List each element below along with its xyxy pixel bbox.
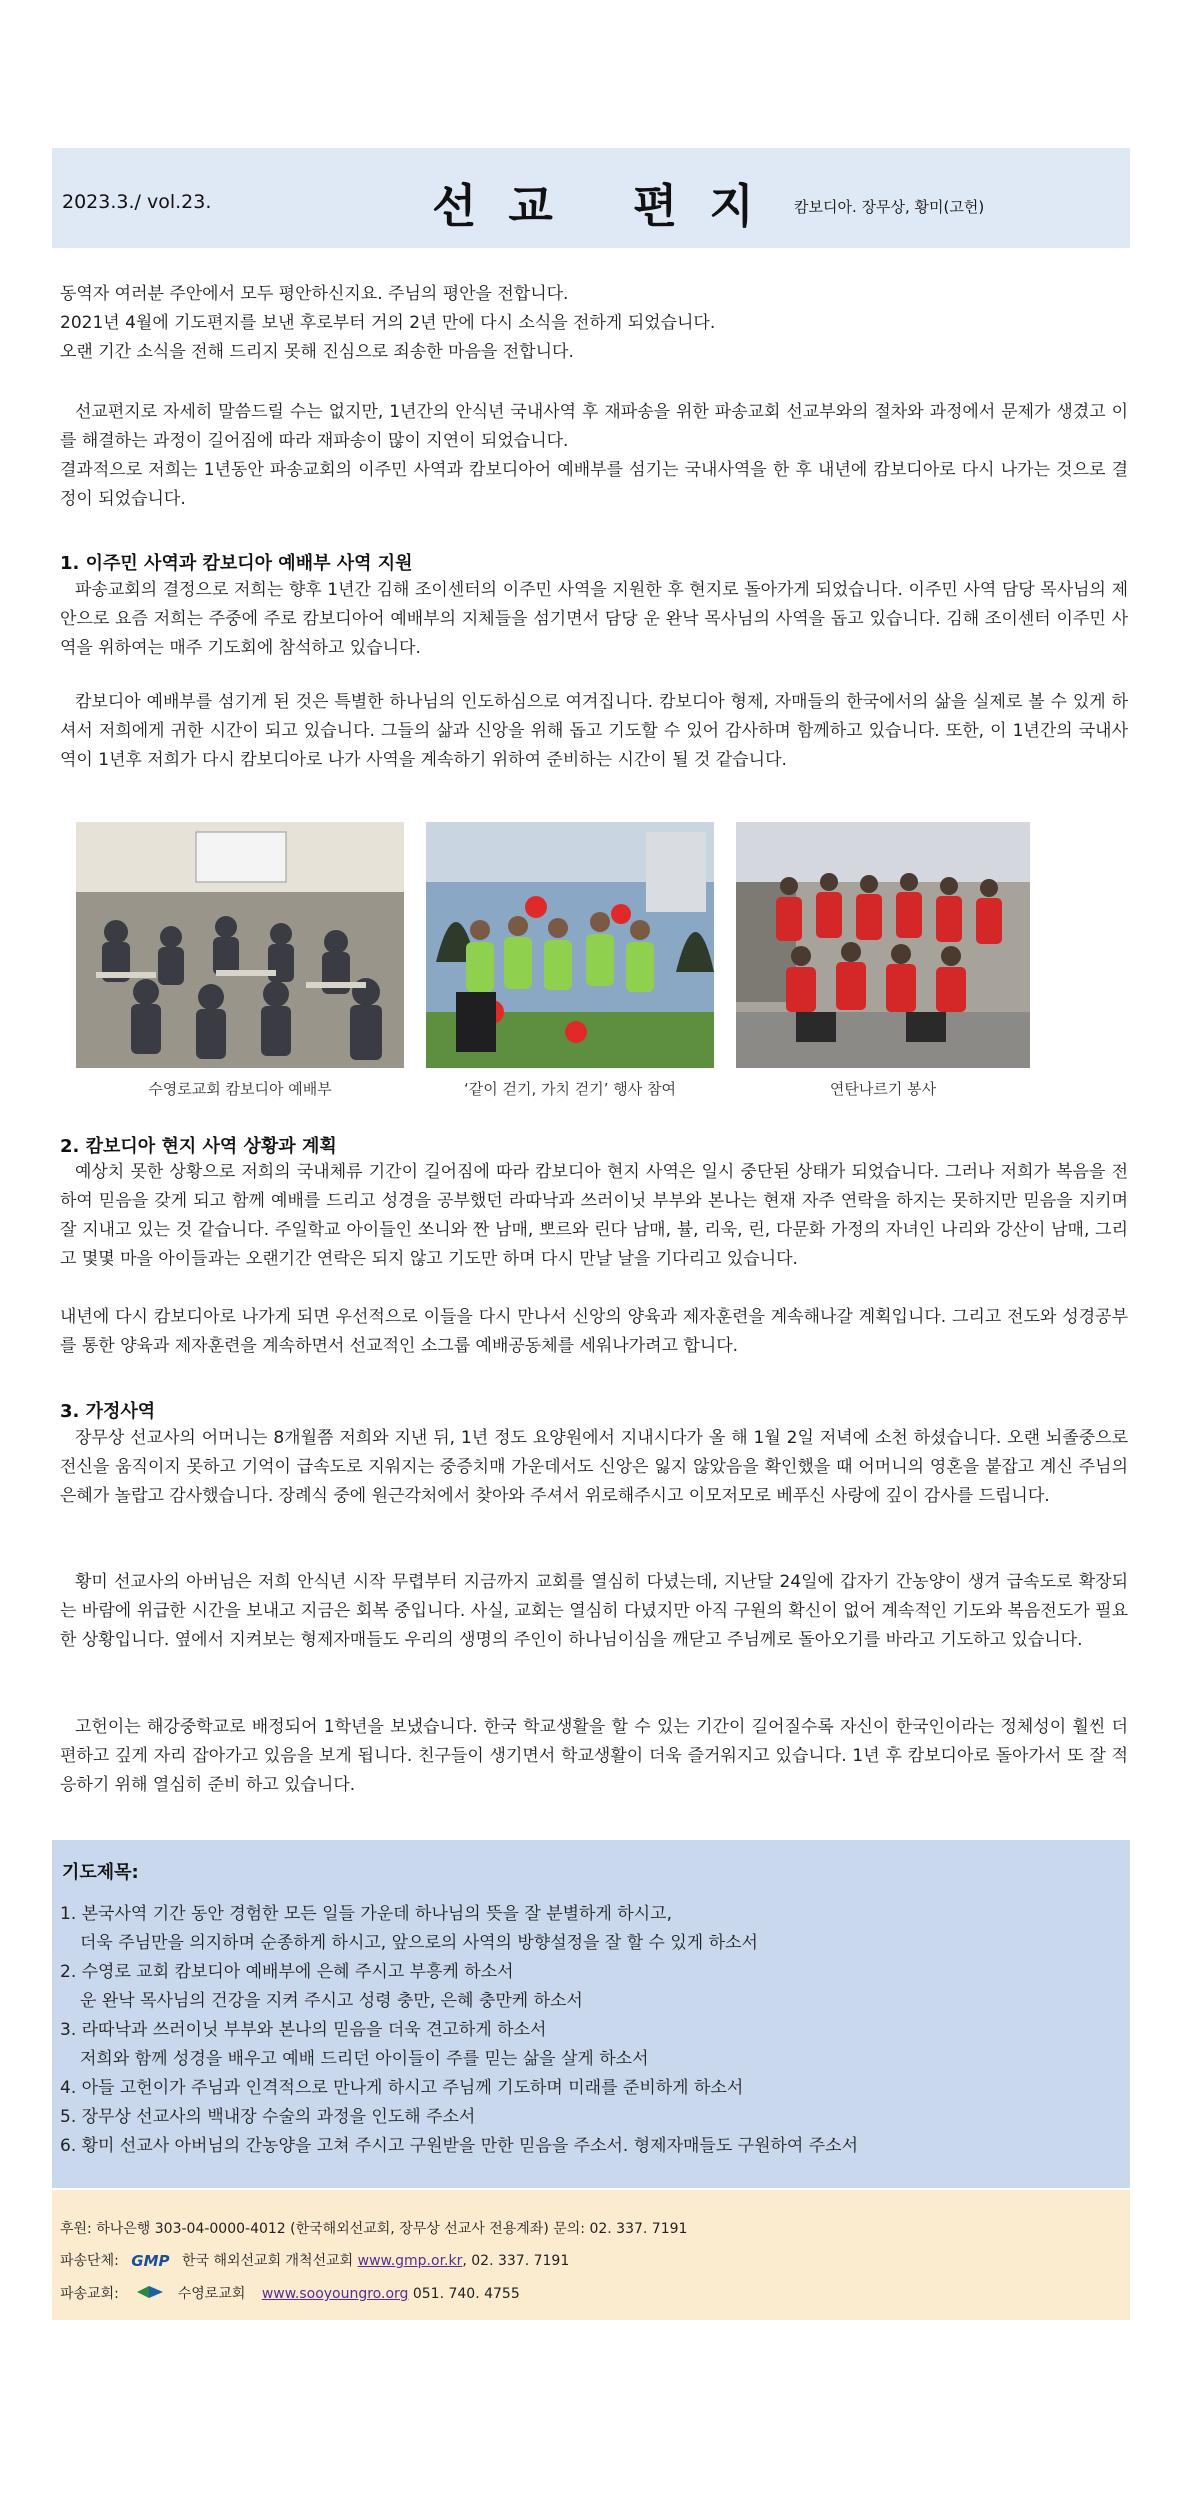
- prayer-item: 4. 아들 고헌이가 주님과 인격적으로 만나게 하시고 주님께 기도하며 미래를 준비하게 하소서: [60, 2078, 744, 2098]
- photo-briquette-service: [736, 822, 1030, 1068]
- section-heading: 1. 이주민 사역과 캄보디아 예배부 사역 지원: [60, 553, 413, 574]
- sending-org-row: [60, 2250, 569, 2270]
- photo-caption: ‘같이 걷기, 가치 걷기’ 행사 참여: [463, 1080, 677, 1098]
- intro-line: 오랜 기간 소식을 전해 드리지 못해 진심으로 죄송한 마음을 전합니다.: [60, 342, 574, 362]
- prayer-item: 저희와 함께 성경을 배우고 예배 드리던 아이들이 주를 믿는 삶을 살게 하소서: [80, 2049, 649, 2069]
- section-paragraph: 캄보디아 예배부를 섬기게 된 것은 특별한 하나님의 인도하심으로 여겨집니다. 캄보디아 형제, 자매들의 한국에서의 삶을 실제로 볼 수 있게 하셔서 저희에게 귀한 시간이 되고 있습니다. 그들의 삶과 신앙을 위해 돕고 기도할 수 있어 감사하며 함께하고 있습니다. 또한, 이 1년간의 국내사역이 1년후 저희가 다시 캄보디아로 나가 사역을 계속하기 위하여 준비하는 시간이 될 것 같습니다.: [60, 692, 1128, 770]
- section-paragraph: 황미 선교사의 아버님은 저희 안식년 시작 무렵부터 지금까지 교회를 열심히 다녔는데, 지난달 24일에 갑자기 간농양이 생겨 급속도로 확장되는 바람에 위급한 시간을 보내고 지금은 회복 중입니다. 사실, 교회는 열심히 다녔지만 아직 구원의 확신이 없어 계속적인 기도와 복음전도가 필요한 상황입니다. 옆에서 지켜보는 형제자매들도 우리의 생명의 주인이 하나님이심을 깨닫고 주님께로 돌아오기를 바라고 기도하고 있습니다.: [60, 1572, 1128, 1650]
- sending-org-phone: , 02. 337. 7191: [462, 2253, 570, 2269]
- church-website-link[interactable]: www.sooyoungro.org: [261, 2286, 409, 2302]
- section-paragraph: 고헌이는 해강중학교로 배정되어 1학년을 보냈습니다. 한국 학교생활을 할 수 있는 기간이 길어질수록 자신이 한국인이라는 정체성이 훨씬 더 편하고 깊게 자리 잡아가고 있음을 보게 됩니다. 친구들이 생기면서 학교생활이 더욱 즐거워지고 있습니다. 1년 후 캄보디아로 돌아가서 또 잘 적응하기 위해 열심히 준비 하고 있습니다.: [60, 1717, 1128, 1795]
- prayer-list: [60, 1900, 1120, 2161]
- prayer-item: 운 완낙 목사님의 건강을 지켜 주시고 성령 충만, 은혜 충만케 하소서: [80, 1991, 583, 2011]
- gmp-website-link[interactable]: www.gmp.or.kr: [357, 2253, 463, 2269]
- gmp-logo: GMP: [131, 2252, 170, 2270]
- sending-church-row: [60, 2283, 520, 2303]
- section-paragraph: 내년에 다시 캄보디아로 나가게 되면 우선적으로 이들을 다시 만나서 신앙의 양육과 제자훈련을 계속해나갈 계획입니다. 그리고 전도와 성경공부를 통한 양육과 제자훈련을 계속하면서 선교적인 소그룹 예배공동체를 세워나가려고 합니다.: [60, 1307, 1128, 1356]
- photo-caption: 수영로교회 캄보디아 예배부: [148, 1080, 332, 1098]
- intro-line: 2021년 4월에 기도편지를 보낸 후로부터 거의 2년 만에 다시 소식을 전하게 되었습니다.: [60, 313, 716, 333]
- prayer-item: 1. 본국사역 기간 동안 경험한 모든 일들 가운데 하나님의 뜻을 잘 분별하게 하시고,: [60, 1904, 672, 1924]
- prayer-item: 6. 황미 선교사 아버님의 간농양을 고쳐 주시고 구원받을 만한 믿음을 주소서. 형제자매들도 구원하여 주소서: [60, 2136, 859, 2156]
- intro-paragraph: 결과적으로 저희는 1년동안 파송교회의 이주민 사역과 캄보디아어 예배부를 섬기는 국내사역을 한 후 내년에 캄보디아로 다시 나가는 것으로 결정이 되었습니다.: [60, 460, 1128, 509]
- prayer-item: 2. 수영로 교회 캄보디아 예배부에 은혜 주시고 부흥케 하소서: [60, 1962, 514, 1982]
- sending-church-label: 파송교회:: [60, 2286, 119, 2302]
- prayer-item: 5. 장무상 선교사의 백내장 수술의 과정을 인도해 주소서: [60, 2107, 476, 2127]
- issue-date: 2023.3./ vol.23.: [62, 191, 212, 213]
- section-paragraph: 예상치 못한 상황으로 저희의 국내체류 기간이 길어짐에 따라 캄보디아 현지 사역은 일시 중단된 상태가 되었습니다. 그러나 저희가 복음을 전하여 믿음을 갖게 되고 함께 예배를 드리고 성경을 공부했던 라따낙과 쓰러이닛 부부와 본나는 현재 자주 연락을 하지는 못하지만 믿음을 지키며 잘 지내고 있는 것 같습니다. 주일학교 아이들인 쏘니와 짠 남매, 뽀르와 린다 남매, 뷸, 리욱, 린, 다문화 가정의 자녀인 나리와 강산이 남매, 그리고 몇몇 마을 아이들과는 오랜기간 연락은 되지 않고 기도만 하며 다시 만날 날을 기다리고 있습니다.: [60, 1162, 1128, 1269]
- sending-church-phone: 051. 740. 4755: [408, 2286, 520, 2302]
- footer-contact: [52, 2190, 1130, 2320]
- prayer-title: 기도제목:: [62, 1862, 139, 1883]
- intro-greeting: [60, 280, 1128, 367]
- author-names: 캄보디아. 장무상, 황미(고헌): [794, 198, 985, 216]
- prayer-requests-box: [52, 1840, 1130, 2188]
- section-paragraph: 장무상 선교사의 어머니는 8개월쯤 저희와 지낸 뒤, 1년 정도 요양원에서 지내시다가 올 해 1월 2일 저녁에 소천 하셨습니다. 오랜 뇌졸중으로 전신을 움직이지 못하고 기억이 급속도로 지워지는 중증치매 가운데서도 신앙은 잃지 않았음을 확인했을 때 어머니의 영혼을 붙잡고 계신 주님의 은혜가 놀랍고 감사했습니다. 장례식 중에 원근각처에서 찾아와 주셔서 위로해주시고 이모저모로 베푸신 사랑에 깊이 감사를 드립니다.: [60, 1428, 1128, 1506]
- photo-caption: 연탄나르기 봉사: [829, 1080, 937, 1098]
- section-heading: 3. 가정사역: [60, 1401, 156, 1422]
- prayer-item: 3. 라따낙과 쓰러이닛 부부와 본나의 믿음을 더욱 견고하게 하소서: [60, 2020, 547, 2040]
- sending-org-name: 한국 해외선교회 개척선교회: [181, 2253, 354, 2269]
- letter-title: 선교 편지: [432, 179, 786, 233]
- photo-worship-service: [76, 822, 404, 1068]
- section-paragraph: 파송교회의 결정으로 저희는 향후 1년간 김해 조이센터의 이주민 사역을 지원한 후 현지로 돌아가게 되었습니다. 이주민 사역 담당 목사님의 제안으로 요즘 저희는 주중에 주로 캄보디아어 예배부의 지체들을 섬기면서 담당 운 완낙 목사님의 사역을 돕고 있습니다. 김해 조이센터 이주민 사역을 위하여는 매주 기도회에 참석하고 있습니다.: [60, 580, 1128, 658]
- church-logo-icon: [135, 2285, 165, 2303]
- sending-church-name: 수영로교회: [177, 2286, 246, 2302]
- support-account: 후원: 하나은행 303-04-0000-4012 (한국해외선교회, 장무상 선교사 전용계좌) 문의: 02. 337. 7191: [60, 2221, 688, 2237]
- photo-walking-event: [426, 822, 714, 1068]
- letter-header: [52, 148, 1130, 248]
- intro-paragraph: 선교편지로 자세히 말씀드릴 수는 없지만, 1년간의 안식년 국내사역 후 재파송을 위한 파송교회 선교부와의 절차와 과정에서 문제가 생겼고 이를 해결하는 과정이 길어짐에 따라 재파송이 많이 지연이 되었습니다.: [60, 402, 1128, 451]
- section-heading: 2. 캄보디아 현지 사역 상황과 계획: [60, 1136, 337, 1157]
- intro-line: 동역자 여러분 주안에서 모두 평안하신지요. 주님의 평안을 전합니다.: [60, 284, 569, 304]
- sending-org-label: 파송단체:: [60, 2253, 119, 2269]
- prayer-item: 더욱 주님만을 의지하며 순종하게 하시고, 앞으로의 사역의 방향설정을 잘 할 수 있게 하소서: [80, 1933, 758, 1953]
